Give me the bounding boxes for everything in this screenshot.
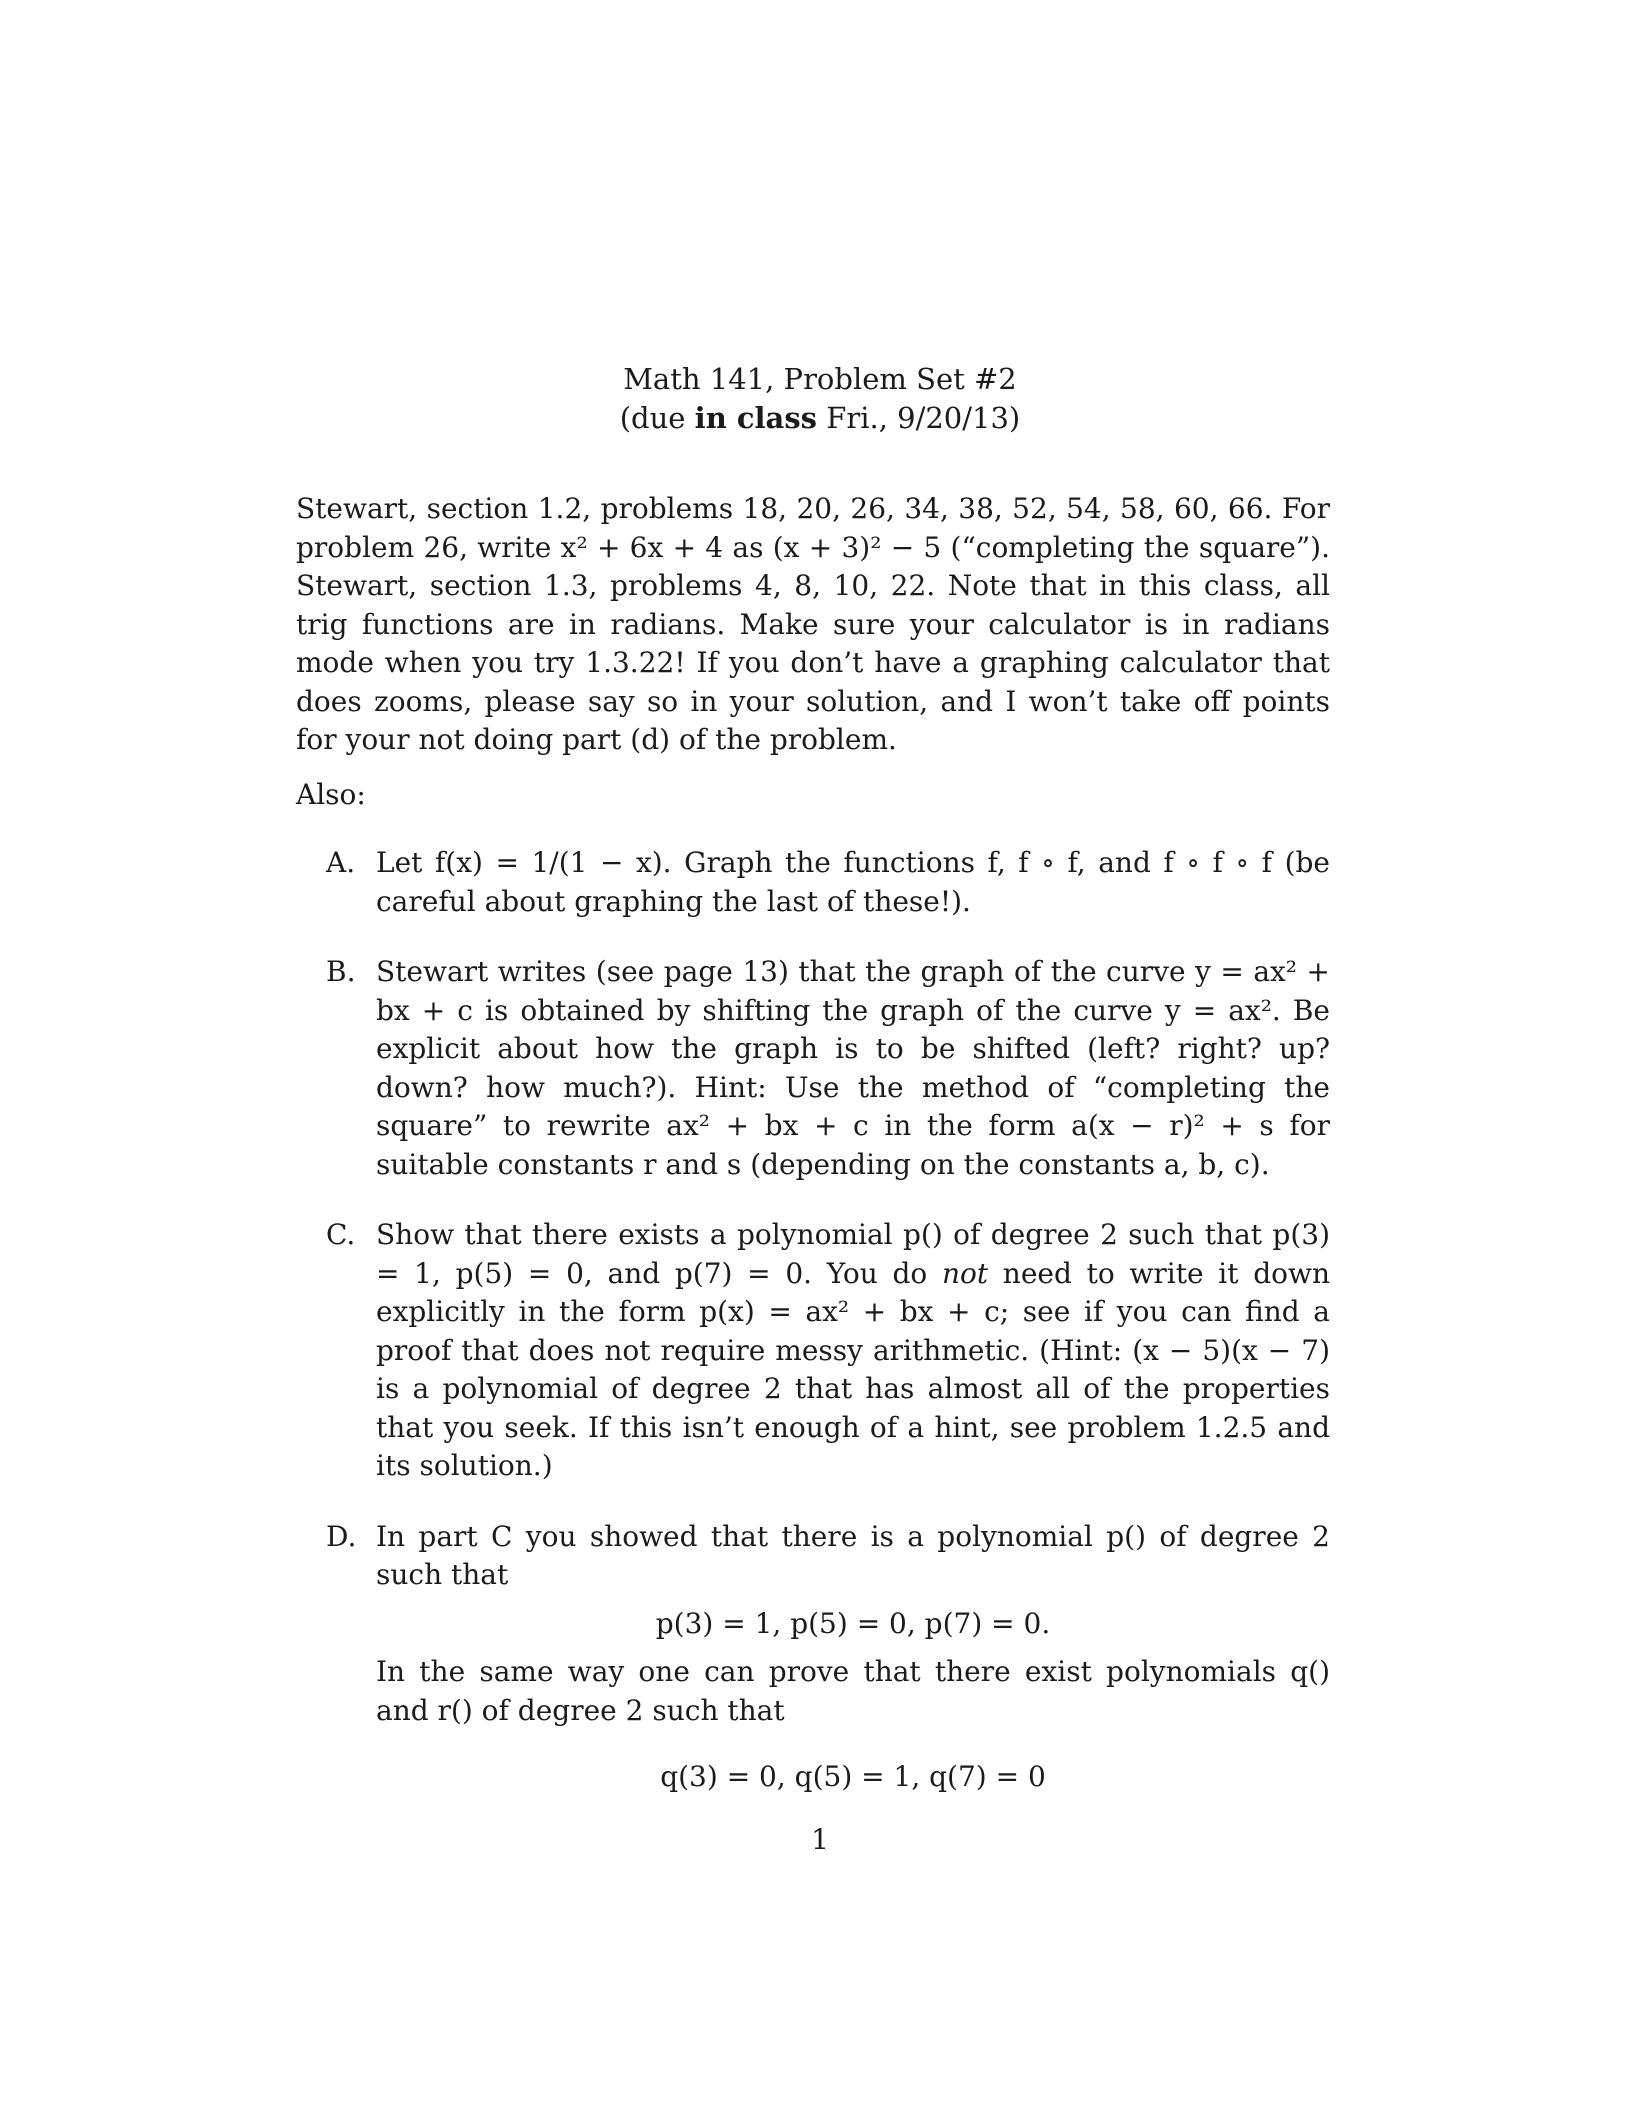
problem-text: Let f(x) = 1/(1 − x). Graph the functions f, f ∘ f, and f ∘ f ∘ f (be careful about graphing the last of these!). xyxy=(376,846,1330,918)
document-body xyxy=(296,490,1330,1829)
problem-label: C. xyxy=(326,1218,356,1251)
due-prefix: (due xyxy=(619,401,695,435)
problem-item-b xyxy=(296,953,1330,1184)
also-label: Also: xyxy=(296,777,366,811)
problem-label: D. xyxy=(326,1519,357,1553)
problem-label: A. xyxy=(326,846,356,879)
title-block xyxy=(0,360,1640,438)
display-equation: q(3) = 0, q(5) = 1, q(7) = 0 xyxy=(660,1760,1046,1793)
problem-text-part: need to write it down explicitly in the form p(x) = ax² + bx + c; see if you can find a proof that does not require messy arithmetic. (Hint: (x − 5)(x − 7) is a polynomial of degree 2 that has almost all of the properties that you seek. If this isn’t enough of a hint, see problem 1.2.5 and its solution.) xyxy=(376,1256,1330,1482)
due-date-line xyxy=(0,399,1640,438)
due-suffix: Fri., 9/20/13) xyxy=(817,401,1021,435)
display-equation: p(3) = 1, p(5) = 0, p(7) = 0. xyxy=(655,1606,1051,1640)
intro-paragraph: Stewart, section 1.2, problems 18, 20, 26, 34, 38, 52, 54, 58, 60, 66. For problem 26, write x² + 6x + 4 as (x + 3)² − 5 (“completing the square”). Stewart, section 1.3, problems 4, 8, 10, 22. Note that in this class, all trig functions are in radians. Make sure your calculator is in radians mode when you try 1.3.22! If you don’t have a graphing calculator that does zooms, please say so in your solution, and I won’t take off points for your not doing part (d) of the problem. xyxy=(296,492,1330,756)
emphasis-text: not xyxy=(941,1256,989,1290)
problem-text: In part C you showed that there is a polynomial p() of degree 2 such that xyxy=(376,1519,1330,1591)
problem-text xyxy=(358,1216,1330,1486)
page-title: Math 141, Problem Set #2 xyxy=(623,362,1017,396)
problem-content xyxy=(358,1518,1330,1797)
due-emphasis: in class xyxy=(694,401,817,435)
page-number: 1 xyxy=(811,1823,829,1856)
problem-text-part: Show that there exists a polynomial p() of degree 2 such that p(3) = 1, p(5) = 0, and p(7) = 0. You do xyxy=(376,1218,1330,1290)
problem-item-d xyxy=(296,1518,1330,1797)
problem-text: In the same way one can prove that there exist polynomials q() and r() of degree 2 such that xyxy=(376,1655,1330,1727)
problem-list xyxy=(296,844,1330,1797)
problem-item-c xyxy=(296,1216,1330,1486)
problem-text: Stewart writes (see page 13) that the graph of the curve y = ax² + bx + c is obtained by shifting the graph of the curve y = ax². Be explicit about how the graph is to be shifted (left? right? up? down? how much?). Hint: Use the method of “completing the square” to rewrite ax² + bx + c in the form a(x − r)² + s for suitable constants r and s (depending on the constants a, b, c). xyxy=(376,955,1330,1181)
problem-item-a xyxy=(296,844,1330,921)
problem-label: B. xyxy=(326,955,356,988)
